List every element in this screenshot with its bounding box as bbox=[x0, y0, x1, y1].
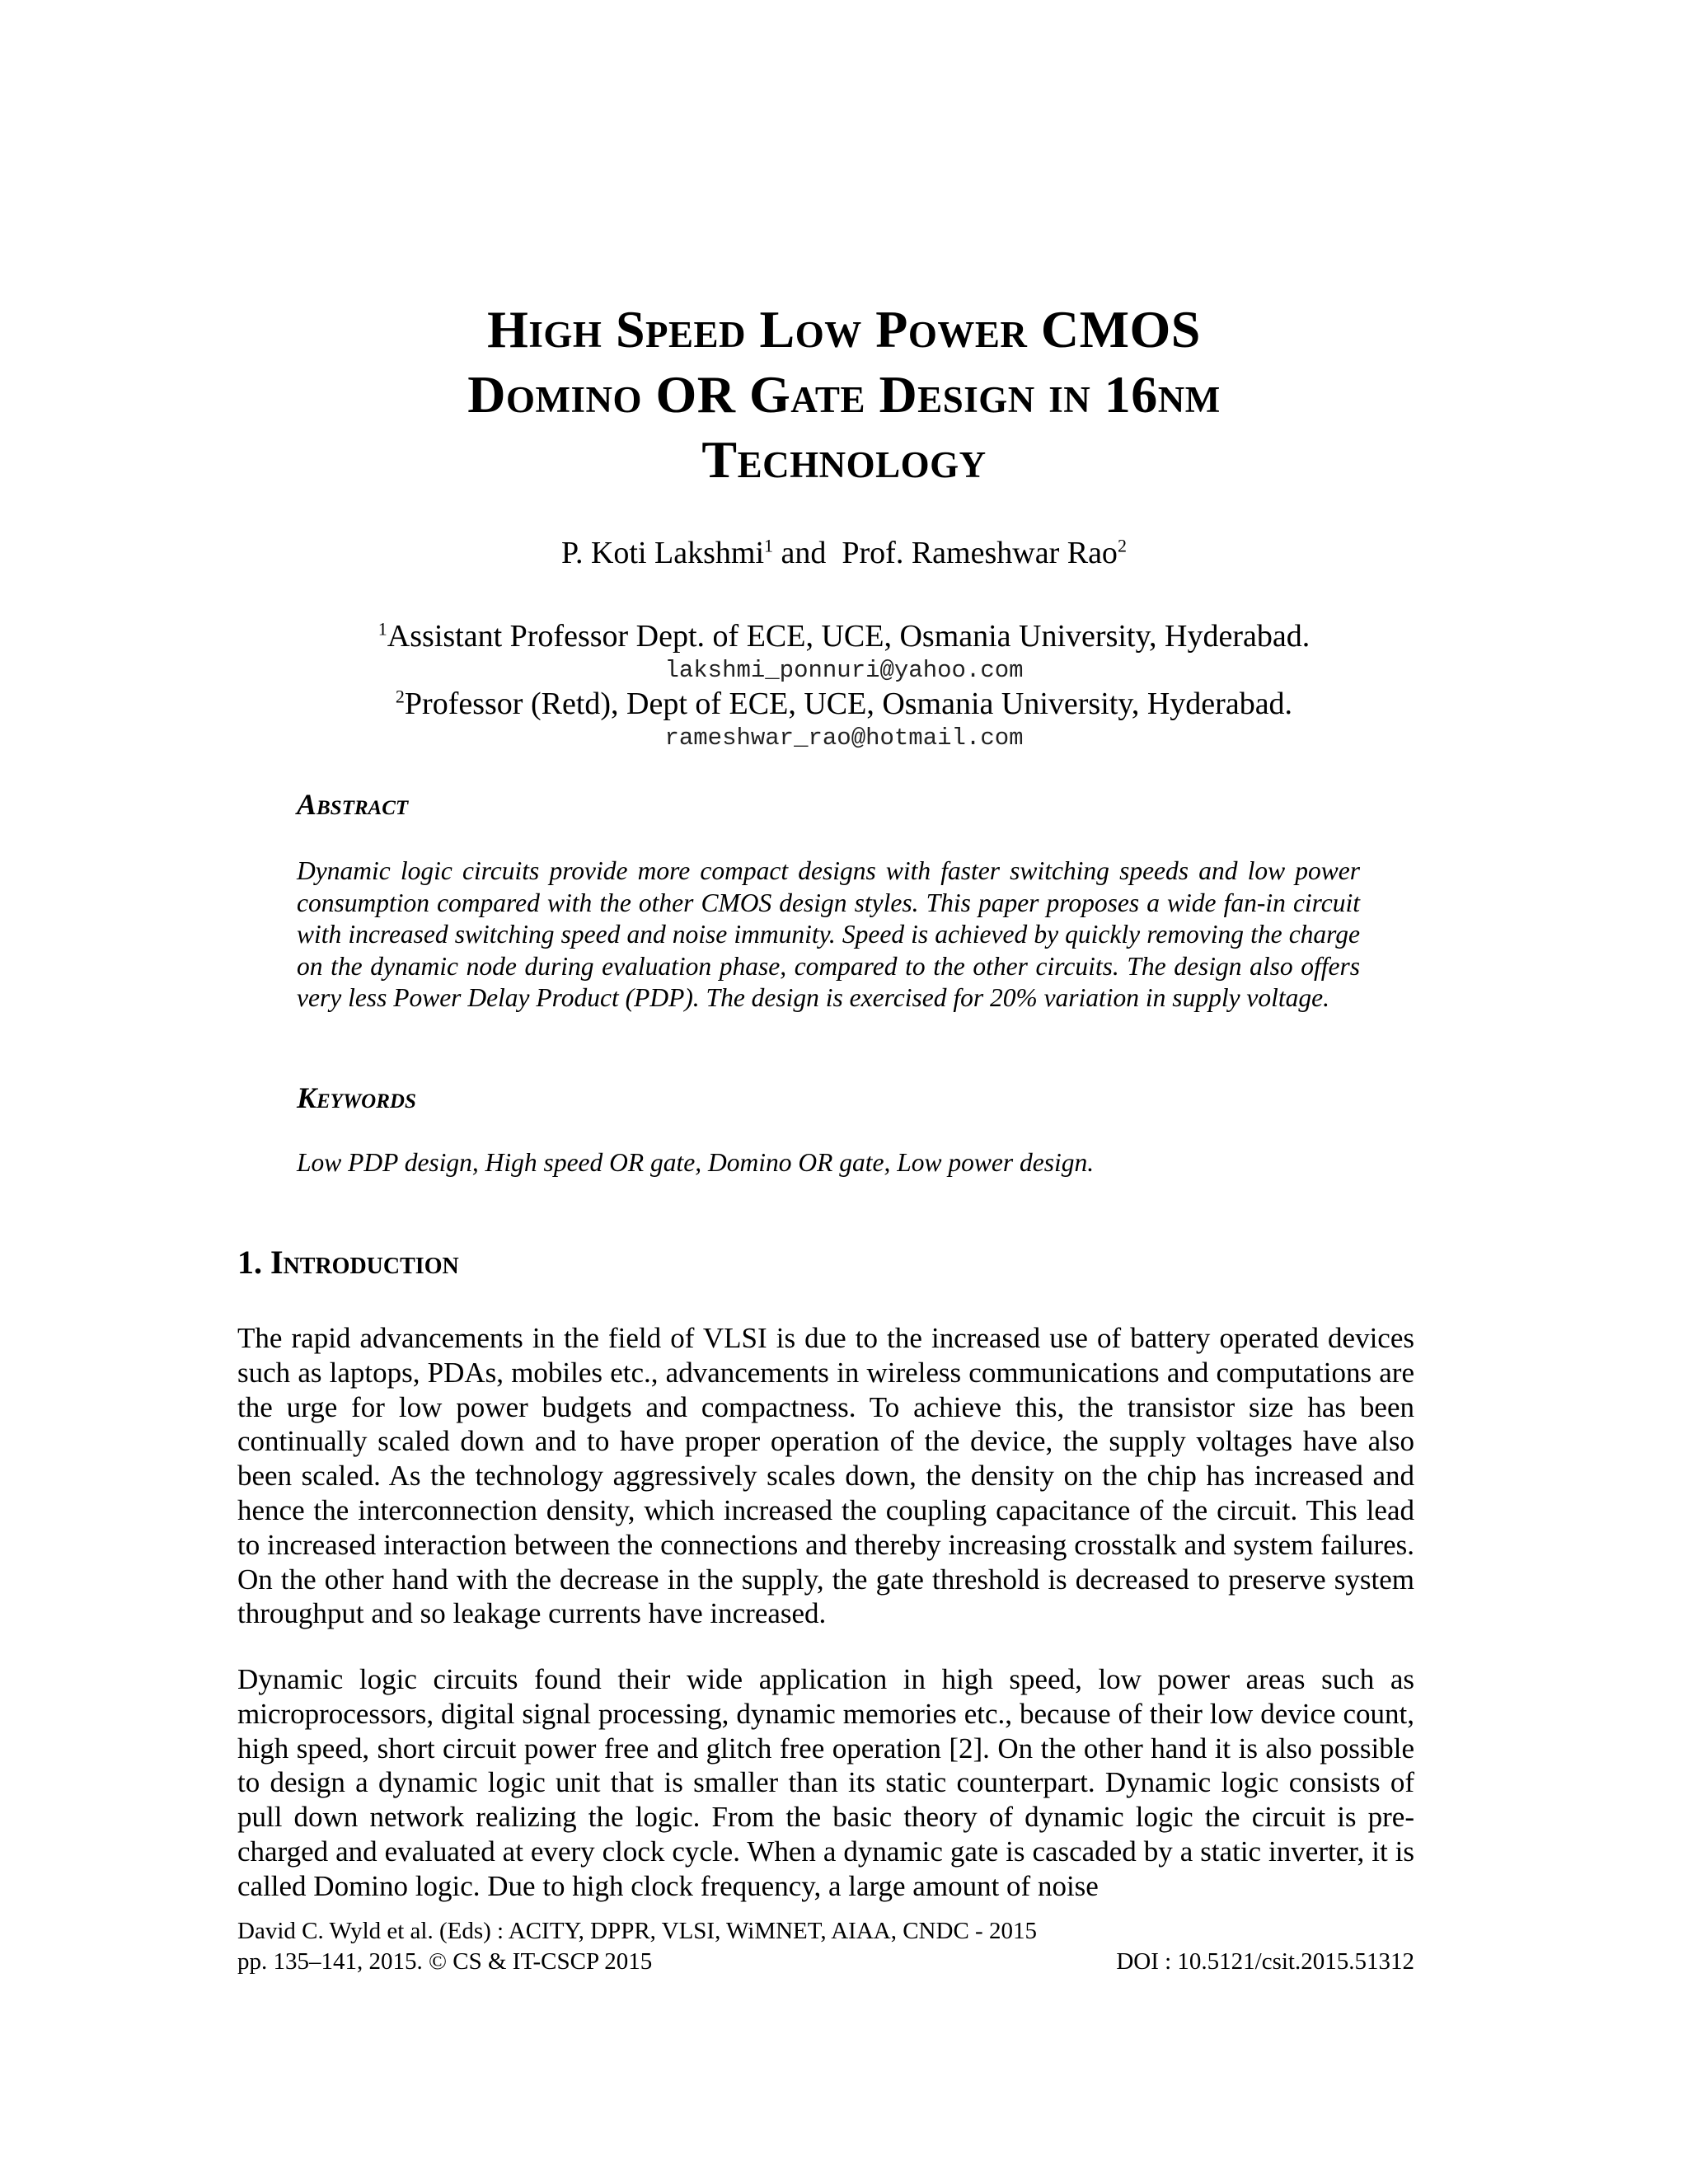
author-superscript: 1 bbox=[764, 535, 774, 556]
author-line bbox=[247, 532, 1441, 574]
affiliation-superscript: 1 bbox=[377, 618, 387, 640]
author-name: Prof. Rameshwar Rao bbox=[842, 536, 1118, 570]
affiliation-text: Professor (Retd), Dept of ECE, UCE, Osmania University, Hyderabad. bbox=[404, 687, 1293, 721]
footer-pages: pp. 135–141, 2015. © CS & IT-CSCP 2015 bbox=[237, 1948, 653, 1975]
title-line: Technology bbox=[701, 430, 987, 489]
title-line: High Speed Low Power CMOS bbox=[487, 300, 1201, 359]
author-email[interactable]: lakshmi_ponnuri@yahoo.com bbox=[664, 657, 1024, 684]
author-name: P. Koti Lakshmi bbox=[561, 536, 765, 570]
abstract-text: Dynamic logic circuits provide more compact designs with faster switching speeds and low power consumption compared with the other CMOS design styles. This paper proposes a wide fan-in circuit with increased switching speed and noise immunity. Speed is achieved by quickly removing the charge on the dynamic node during evaluation phase, compared to the other circuits. The design also offers very less Power Delay Product (PDP). The design is exercised for 20% variation in supply voltage. bbox=[297, 856, 1360, 1012]
section-heading: 1. Introduction bbox=[237, 1244, 459, 1281]
body-paragraph: Dynamic logic circuits found their wide application in high speed, low power areas such as microprocessors, digital signal processing, dynamic memories etc., because of their low device count, high speed, short circuit power free and glitch free operation [2]. On the other hand it is also possible to design a dynamic logic unit that is smaller than its static counterpart. Dynamic logic consists of pull down network realizing the logic. From the basic theory of dynamic logic the circuit is pre-charged and evaluated at every clock cycle. When a dynamic gate is cascaded by a static inverter, it is called Domino logic. Due to high clock frequency, a large amount of noise bbox=[237, 1663, 1414, 1902]
paper-title bbox=[247, 297, 1441, 492]
affiliation-superscript: 2 bbox=[395, 686, 405, 707]
affiliation bbox=[247, 684, 1441, 724]
author-email[interactable]: rameshwar_rao@hotmail.com bbox=[664, 724, 1024, 752]
title-line: Domino OR Gate Design in 16nm bbox=[467, 365, 1221, 424]
keywords-text: Low PDP design, High speed OR gate, Domino OR gate, Low power design. bbox=[297, 1148, 1095, 1177]
author-connector: and bbox=[781, 536, 827, 570]
footer-doi[interactable]: DOI : 10.5121/csit.2015.51312 bbox=[1116, 1948, 1414, 1975]
keywords-heading: Keywords bbox=[297, 1081, 416, 1114]
affiliation-text: Assistant Professor Dept. of ECE, UCE, Osmania University, Hyderabad. bbox=[387, 619, 1311, 654]
author-superscript: 2 bbox=[1117, 535, 1127, 556]
affiliation bbox=[247, 616, 1441, 656]
footer-publication bbox=[237, 1947, 1414, 1976]
footer-citation: David C. Wyld et al. (Eds) : ACITY, DPPR, VLSI, WiMNET, AIAA, CNDC - 2015 bbox=[237, 1918, 1037, 1944]
abstract-heading: Abstract bbox=[297, 788, 409, 821]
body-paragraph: The rapid advancements in the field of VLSI is due to the increased use of battery operated devices such as laptops, PDAs, mobiles etc., advancements in wireless communications and computations are the urge for low power budgets and compactness. To achieve this, the transistor size has been continually scaled down and to have proper operation of the device, the supply voltages have also been scaled. As the technology aggressively scales down, the density on the chip has increased and hence the interconnection density, which increased the coupling capacitance of the circuit. This lead to increased interaction between the connections and thereby increasing crosstalk and system failures. On the other hand with the decrease in the supply, the gate threshold is decreased to preserve system throughput and so leakage currents have increased. bbox=[237, 1322, 1414, 1630]
